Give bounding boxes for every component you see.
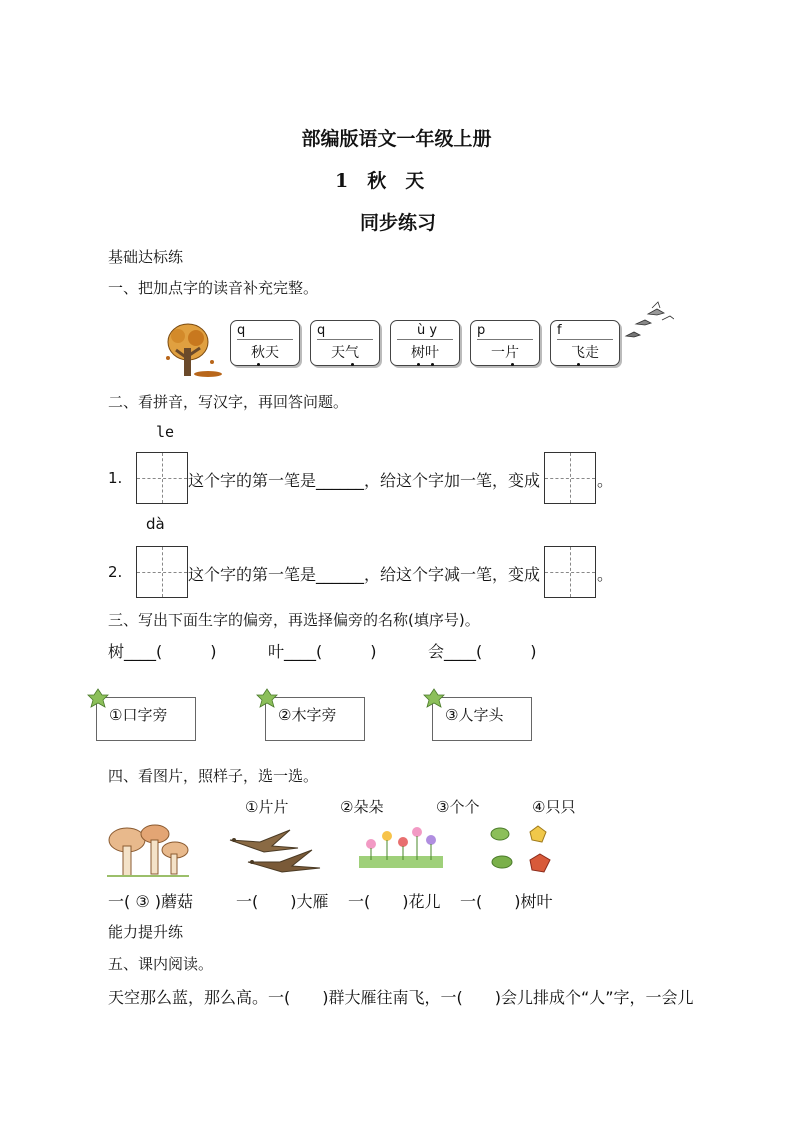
leaf-icon [422,687,446,711]
tianzige-box[interactable] [136,452,188,504]
radical-option-box: ①口字旁 [96,697,196,741]
pinyin-box: q 秋天 [230,320,300,366]
pinyin-le: le [156,423,175,441]
autumn-tree-image [160,318,230,382]
sentence-end: 。 [597,471,614,490]
measure-word-answer: 一( ③ )蘑菇 [108,892,194,911]
pinyin-box: p 一片 [470,320,540,366]
question-2-heading: 二、看拼音，写汉字，再回答问题。 [108,393,349,411]
wild-geese-image [220,822,330,880]
question-3-heading: 三、写出下面生字的偏旁，再选择偏旁的名称(填序号)。 [108,611,480,629]
choice-option: ④只只 [532,798,576,816]
leaf-icon [255,687,279,711]
geese-image [622,300,674,344]
radical-blank: 叶____( ) [268,642,377,661]
pinyin-box: q 天气 [310,320,380,366]
sentence-end: 。 [597,565,614,584]
reading-passage: 天空那么蓝，那么高。一( )群大雁往南飞，一( )会儿排成个“人”字，一会儿 [108,988,694,1007]
radical-option-box: ②木字旁 [265,697,365,741]
page-subtitle: 同步练习 [360,212,437,234]
leaf-icon [86,687,110,711]
pinyin-da: dà [146,515,165,533]
tianzige-box[interactable] [136,546,188,598]
flowers-image [357,822,447,872]
choice-option: ③个个 [436,798,480,816]
choice-option: ①片片 [245,798,289,816]
question-1-heading: 一、把加点字的读音补充完整。 [108,279,319,297]
question-5-heading: 五、课内阅读。 [108,955,214,973]
pinyin-box: f 飞走 [550,320,620,366]
choice-option: ②朵朵 [340,798,384,816]
radical-blank: 树____( ) [108,642,217,661]
question-text: 这个字的第一笔是______，给这个字加一笔，变成 [188,471,541,490]
mushroom-image [105,822,191,880]
measure-word-answer: 一( )树叶 [460,892,553,911]
page-title: 部编版语文一年级上册 [301,128,492,150]
pinyin-box: ù y 树叶 [390,320,460,366]
leaves-image [480,822,560,878]
tianzige-box[interactable] [544,546,596,598]
radical-blank: 会____( ) [428,642,537,661]
measure-word-answer: 一( )花儿 [348,892,441,911]
tianzige-box[interactable] [544,452,596,504]
item-number: 2. [108,563,123,581]
question-4-heading: 四、看图片，照样子，选一选。 [108,767,319,785]
question-text: 这个字的第一笔是______，给这个字减一笔，变成 [188,565,541,584]
advanced-section-label: 能力提升练 [108,923,184,941]
item-number: 1. [108,469,123,487]
radical-option-box: ③人字头 [432,697,532,741]
measure-word-answer: 一( )大雁 [236,892,329,911]
basic-section-label: 基础达标练 [108,248,184,266]
lesson-title: 1 秋 天 [335,170,425,192]
